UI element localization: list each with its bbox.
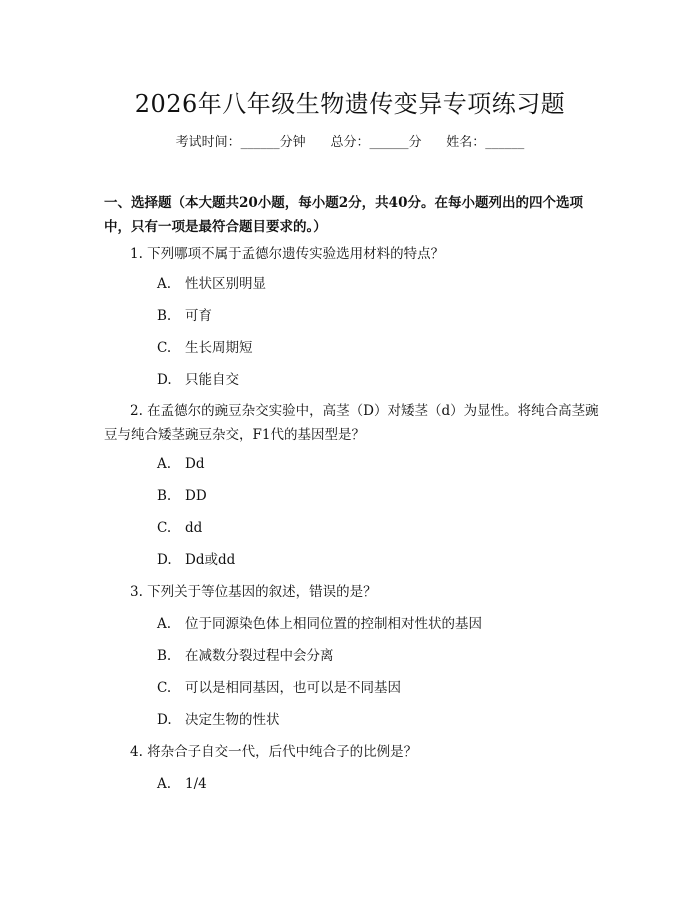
student-name-field: 姓名：______ (446, 135, 525, 150)
option-text: 1/4 (185, 776, 207, 792)
question-2-option-a (157, 454, 204, 474)
question-1-option-a (157, 274, 266, 294)
option-letter: D. (157, 552, 172, 568)
option-text: dd (185, 520, 203, 536)
question-1-stem: 1. 下列哪项不属于孟德尔遗传实验选用材料的特点？ (130, 246, 445, 262)
option-text: 可育 (185, 308, 212, 324)
option-letter: B. (157, 648, 172, 664)
exam-meta (0, 131, 700, 150)
option-letter: A. (157, 776, 172, 792)
option-letter: C. (157, 340, 172, 356)
question-4-stem: 4. 将杂合子自交一代，后代中纯合子的比例是？ (130, 744, 418, 760)
option-text: 决定生物的性状 (185, 712, 280, 728)
question-3-option-c (157, 678, 401, 698)
option-text: 位于同源染色体上相同位置的控制相对性状的基因 (185, 616, 482, 632)
question-2-option-c (157, 518, 202, 538)
option-letter: C. (157, 520, 172, 536)
question-3-stem: 3. 下列关于等位基因的叙述，错误的是？ (130, 584, 377, 600)
question-2-option-d (157, 550, 235, 570)
option-letter: C. (157, 680, 172, 696)
option-text: 性状区别明显 (185, 276, 266, 292)
option-letter: B. (157, 308, 172, 324)
option-text: Dd (185, 456, 205, 472)
question-1-option-b (157, 306, 212, 326)
question-3-option-a (157, 614, 482, 634)
option-letter: D. (157, 372, 172, 388)
question-2-option-b (157, 486, 207, 506)
question-4-option-a (157, 774, 207, 794)
exam-time-field: 考试时间：______分钟 (175, 135, 306, 150)
option-text: DD (185, 488, 207, 504)
option-letter: D. (157, 712, 172, 728)
option-letter: A. (157, 456, 172, 472)
option-letter: A. (157, 276, 172, 292)
question-1-option-d (157, 370, 239, 390)
option-letter: A. (157, 616, 172, 632)
option-text: 在减数分裂过程中会分离 (185, 648, 334, 664)
option-text: 可以是相同基因，也可以是不同基因 (185, 680, 401, 696)
page-title: 2026年八年级生物遗传变异专项练习题 (134, 90, 566, 118)
option-text: Dd或dd (185, 552, 236, 568)
total-score-field: 总分：______分 (330, 135, 422, 150)
option-text: 生长周期短 (185, 340, 253, 356)
option-text: 只能自交 (185, 372, 239, 388)
question-3-option-b (157, 646, 334, 666)
option-letter: B. (157, 488, 172, 504)
question-2-stem: 2. 在孟德尔的豌豆杂交实验中，高茎（D）对矮茎（d）为显性。将纯合高茎豌豆与纯合矮茎豌豆杂交，F1代的基因型是？ (104, 403, 599, 443)
question-3-option-d (157, 710, 280, 730)
question-1-option-c (157, 338, 253, 358)
section-heading-choice: 一、选择题（本大题共20小题，每小题2分，共40分。在每小题列出的四个选项中，只有一项是最符合题目要求的。） (104, 195, 583, 235)
